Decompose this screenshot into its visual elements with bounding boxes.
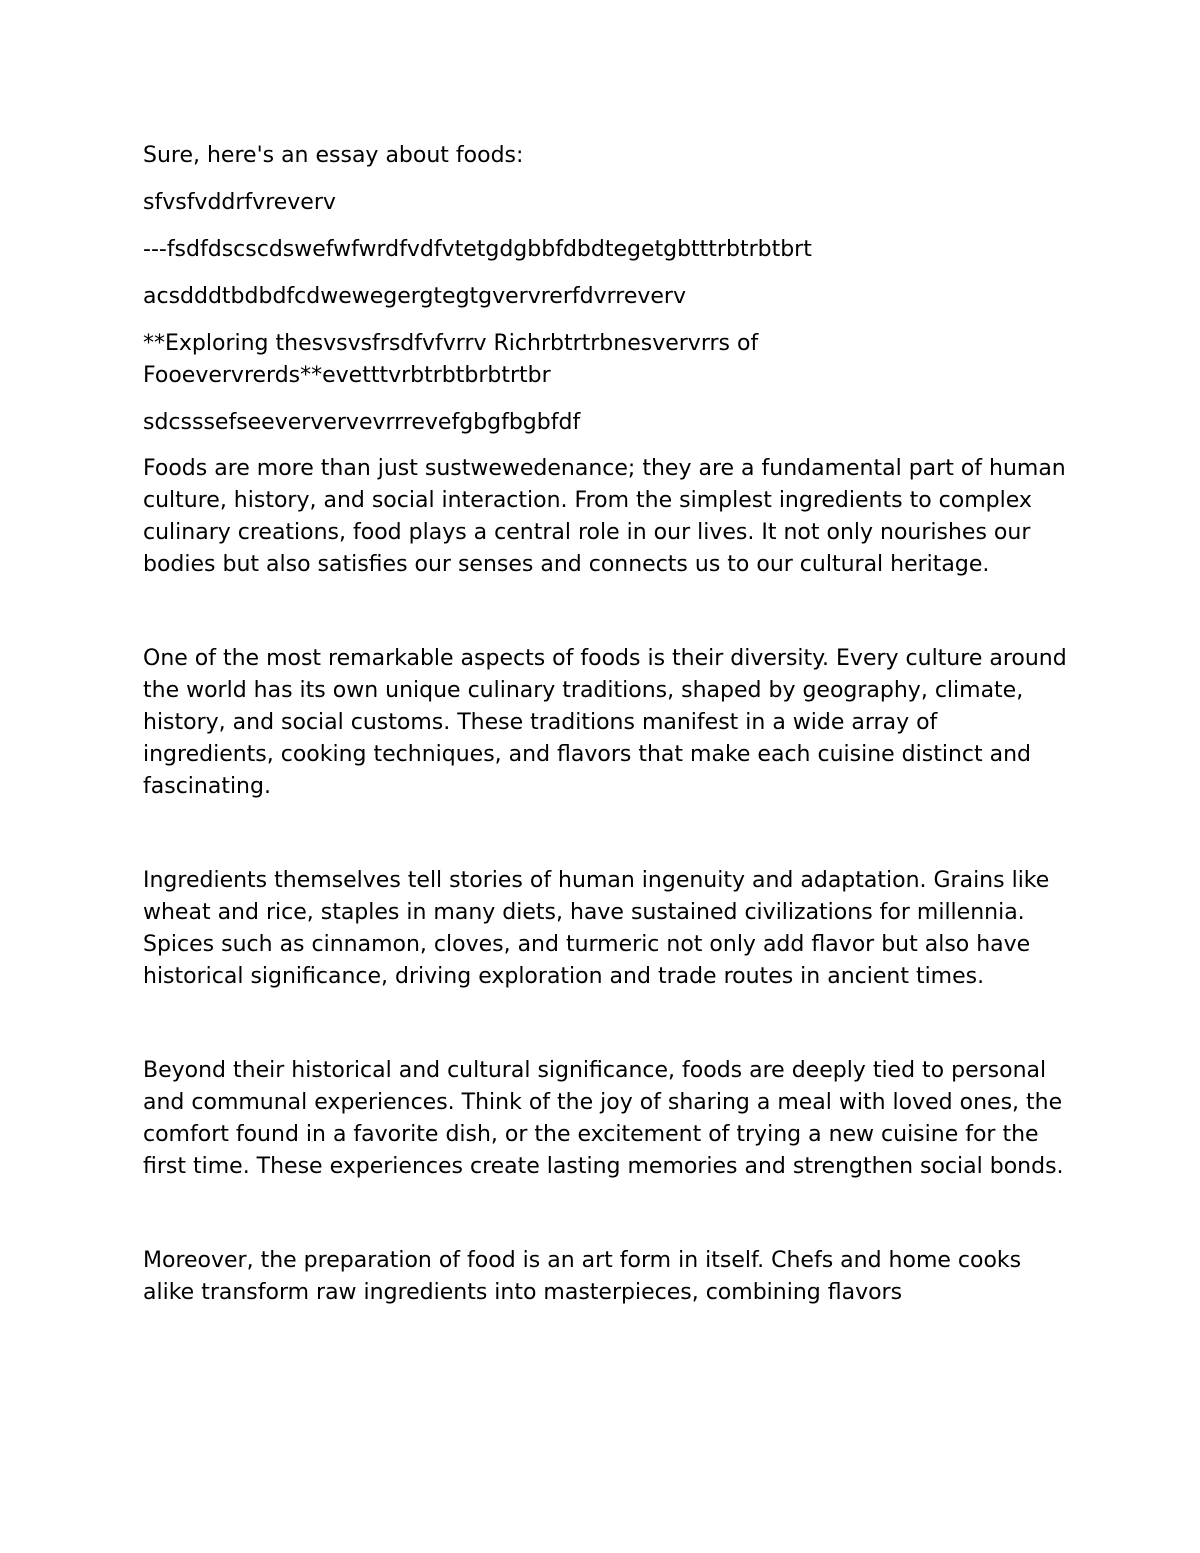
- paragraph: Moreover, the preparation of food is an art form in itself. Chefs and home cooks alike transform raw ingredients into masterpieces, combining flavors: [143, 1248, 1022, 1305]
- paragraph: Beyond their historical and cultural significance, foods are deeply tied to personal and communal experiences. Think of the joy of sharing a meal with loved ones, the comfort found in a favorite dish, or the excitement of trying a new cuisine for the first time. These experiences create lasting memories and strengthen social bonds.: [143, 1058, 1064, 1179]
- paragraph: One of the most remarkable aspects of foods is their diversity. Every culture around the world has its own unique culinary traditions, shaped by geography, climate, history, and social customs. These traditions manifest in a wide array of ingredients, cooking techniques, and flavors that make each cuisine distinct and fascinating.: [143, 646, 1067, 799]
- paragraph: Foods are more than just sustwewedenance; they are a fundamental part of human culture, history, and social interaction. From the simplest ingredients to complex culinary creations, food plays a central role in our lives. It not only nourishes our bodies but also satisfies our senses and connects us to our cultural heritage.: [143, 456, 1066, 577]
- text-line: ---fsdfdscscdswefwfwrdfvdfvtetgdgbbfdbdtegetgbtttrbtrbtbrt: [143, 237, 812, 262]
- document-body: [143, 140, 1073, 1309]
- text-line: sdcsssefseeververvevrrrevefgbgfbgbfdf: [143, 410, 581, 435]
- text-line: sfvsfvddrfvreverv: [143, 190, 336, 215]
- essay-title-line: **Exploring thesvsvsfrsdfvfvrrv Richrbtrtrbnesvervrrs of Fooevervrerds**evetttvrbtrbtbrbtrtbr: [143, 331, 759, 388]
- paragraph: Ingredients themselves tell stories of human ingenuity and adaptation. Grains like wheat and rice, staples in many diets, have sustained civilizations for millennia. Spices such as cinnamon, cloves, and turmeric not only add flavor but also have historical significance, driving exploration and trade routes in ancient times.: [143, 868, 1050, 989]
- intro-line: Sure, here's an essay about foods:: [143, 143, 524, 168]
- text-line: acsdddtbdbdfcdwewegergtegtgvervrerfdvrreverv: [143, 284, 686, 309]
